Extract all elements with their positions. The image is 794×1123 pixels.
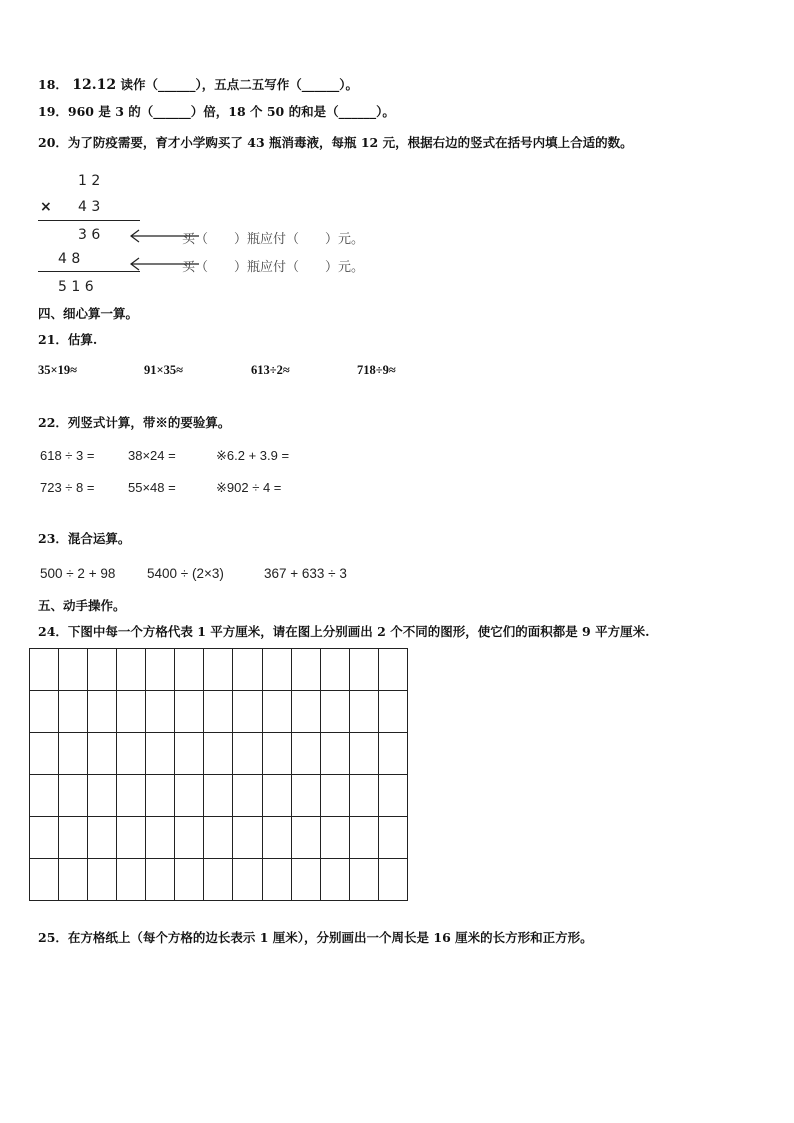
calc-item: ※6.2 + 3.9 =: [216, 448, 290, 463]
grid-row: [30, 733, 408, 775]
grid-cell[interactable]: [204, 733, 233, 775]
grid-cell[interactable]: [175, 817, 204, 859]
grid-table[interactable]: [29, 648, 408, 901]
grid-cell[interactable]: [175, 649, 204, 691]
mixed-expression: 367 + 633 ÷ 3: [264, 566, 347, 581]
grid-cell[interactable]: [30, 775, 59, 817]
grid-cell[interactable]: [59, 775, 88, 817]
grid-cell[interactable]: [291, 817, 320, 859]
grid-cell[interactable]: [59, 649, 88, 691]
grid-cell[interactable]: [59, 733, 88, 775]
question-18: [38, 77, 358, 93]
vm-row-2: 4 3: [78, 199, 101, 215]
grid-cell[interactable]: [378, 649, 407, 691]
arrow-label-1: 买（ ）瓶应付（ ）元。: [182, 232, 365, 247]
q18-text-b: ），五点二五写作（: [195, 77, 302, 92]
grid-cell[interactable]: [291, 775, 320, 817]
grid-cell[interactable]: [204, 691, 233, 733]
grid-cell[interactable]: [378, 691, 407, 733]
grid-cell[interactable]: [262, 775, 291, 817]
grid-cell[interactable]: [88, 691, 117, 733]
grid-cell[interactable]: [262, 733, 291, 775]
square-grid[interactable]: [29, 648, 408, 901]
calc-item: 723 ÷ 8 =: [40, 480, 95, 495]
grid-cell[interactable]: [146, 817, 175, 859]
calc-item: 618 ÷ 3 =: [40, 448, 95, 463]
calc-item: 38×24 =: [128, 448, 176, 463]
question-24-title: 24．下图中每一个方格代表 1 平方厘米，请在图上分别画出 2 个不同的图形，使它们的面积都是 9 平方厘米.: [38, 624, 650, 639]
mixed-expression: 500 ÷ 2 + 98: [40, 566, 116, 581]
grid-cell[interactable]: [30, 691, 59, 733]
q18-blank-1[interactable]: ______: [157, 77, 196, 92]
grid-cell[interactable]: [349, 649, 378, 691]
grid-row: [30, 649, 408, 691]
grid-cell[interactable]: [320, 691, 349, 733]
grid-cell[interactable]: [204, 817, 233, 859]
grid-cell[interactable]: [117, 775, 146, 817]
grid-cell[interactable]: [117, 733, 146, 775]
grid-cell[interactable]: [204, 775, 233, 817]
grid-cell[interactable]: [233, 775, 262, 817]
grid-cell[interactable]: [204, 859, 233, 901]
grid-cell[interactable]: [291, 649, 320, 691]
estimate-item: 613÷2≈: [251, 363, 290, 377]
question-23-title: 23．混合运算。: [38, 531, 131, 546]
grid-cell[interactable]: [320, 817, 349, 859]
grid-cell[interactable]: [146, 775, 175, 817]
grid-cell[interactable]: [233, 859, 262, 901]
question-19: 19．960 是 3 的（______）倍，18 个 50 的和是（______）。: [38, 104, 395, 119]
q18-number: 18．: [38, 77, 68, 92]
question-25-title: 25．在方格纸上（每个方格的边长表示 1 厘米），分别画出一个周长是 16 厘米的长方形和正方形。: [38, 930, 593, 945]
grid-cell[interactable]: [175, 859, 204, 901]
grid-cell[interactable]: [88, 649, 117, 691]
grid-row: [30, 775, 408, 817]
grid-cell[interactable]: [117, 691, 146, 733]
grid-cell[interactable]: [146, 859, 175, 901]
grid-cell[interactable]: [349, 691, 378, 733]
grid-cell[interactable]: [146, 733, 175, 775]
grid-cell[interactable]: [30, 859, 59, 901]
grid-cell[interactable]: [320, 775, 349, 817]
grid-cell[interactable]: [59, 859, 88, 901]
grid-cell[interactable]: [59, 691, 88, 733]
grid-cell[interactable]: [88, 817, 117, 859]
grid-cell[interactable]: [117, 817, 146, 859]
mixed-expression: 5400 ÷ (2×3): [147, 566, 224, 581]
grid-row: [30, 859, 408, 901]
estimate-item: 35×19≈: [38, 363, 77, 377]
vm-row-3: 3 6: [78, 227, 101, 243]
grid-cell[interactable]: [349, 859, 378, 901]
q18-text-c: ）。: [339, 77, 359, 92]
grid-cell[interactable]: [30, 733, 59, 775]
grid-cell[interactable]: [233, 691, 262, 733]
grid-cell[interactable]: [378, 733, 407, 775]
times-sign: ×: [40, 199, 52, 215]
grid-cell[interactable]: [117, 859, 146, 901]
grid-cell[interactable]: [291, 691, 320, 733]
grid-cell[interactable]: [204, 649, 233, 691]
q18-text-a: 读作（: [120, 77, 158, 92]
grid-cell[interactable]: [291, 733, 320, 775]
grid-cell[interactable]: [233, 649, 262, 691]
grid-cell[interactable]: [262, 649, 291, 691]
grid-cell[interactable]: [320, 649, 349, 691]
q18-date: 12.12: [72, 77, 117, 93]
grid-cell[interactable]: [30, 649, 59, 691]
question-22-title: 22．列竖式计算，带※的要验算。: [38, 415, 231, 430]
q18-blank-2[interactable]: ______: [301, 77, 340, 92]
grid-row: [30, 691, 408, 733]
calc-item: ※902 ÷ 4 =: [216, 480, 282, 495]
arrow-label-2: 买（ ）瓶应付（ ）元。: [182, 260, 365, 275]
grid-cell[interactable]: [146, 691, 175, 733]
grid-cell[interactable]: [262, 859, 291, 901]
grid-cell[interactable]: [88, 859, 117, 901]
grid-cell[interactable]: [88, 733, 117, 775]
calc-item: 55×48 =: [128, 480, 176, 495]
section-4-heading: 四、细心算一算。: [38, 306, 139, 321]
grid-cell[interactable]: [233, 733, 262, 775]
vm-row-4: 4 8: [58, 251, 81, 267]
grid-cell[interactable]: [291, 859, 320, 901]
vm-row-1: 1 2: [78, 173, 101, 189]
grid-cell[interactable]: [378, 859, 407, 901]
grid-cell[interactable]: [233, 817, 262, 859]
vm-rule-1: [38, 220, 140, 221]
grid-cell[interactable]: [88, 775, 117, 817]
grid-cell[interactable]: [262, 691, 291, 733]
estimate-item: 91×35≈: [144, 363, 183, 377]
grid-cell[interactable]: [117, 649, 146, 691]
grid-cell[interactable]: [175, 775, 204, 817]
grid-cell[interactable]: [146, 649, 175, 691]
grid-cell[interactable]: [378, 817, 407, 859]
grid-cell[interactable]: [59, 817, 88, 859]
grid-row: [30, 817, 408, 859]
question-20: 20．为了防疫需要，育才小学购买了 43 瓶消毒液，每瓶 12 元，根据右边的竖式在括号内填上合适的数。: [38, 135, 633, 150]
section-5-heading: 五、动手操作。: [38, 598, 126, 613]
grid-cell[interactable]: [349, 817, 378, 859]
grid-cell[interactable]: [349, 775, 378, 817]
grid-cell[interactable]: [262, 817, 291, 859]
grid-cell[interactable]: [320, 859, 349, 901]
question-21-title: 21．估算.: [38, 332, 98, 347]
grid-cell[interactable]: [349, 733, 378, 775]
estimate-item: 718÷9≈: [357, 363, 396, 377]
vm-row-5: 5 1 6: [58, 279, 94, 295]
grid-cell[interactable]: [378, 775, 407, 817]
grid-cell[interactable]: [30, 817, 59, 859]
grid-cell[interactable]: [175, 733, 204, 775]
grid-cell[interactable]: [320, 733, 349, 775]
grid-cell[interactable]: [175, 691, 204, 733]
vertical-multiplication: [30, 165, 370, 300]
